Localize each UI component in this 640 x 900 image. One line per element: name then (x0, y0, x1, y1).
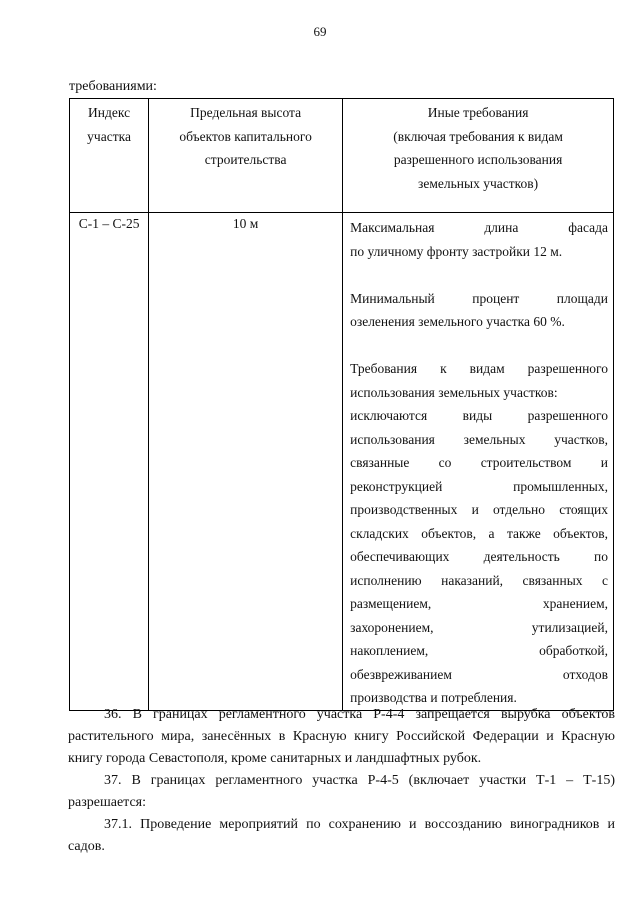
requirement-line: захоронением, утилизацией, (350, 619, 608, 635)
requirement-line: озеленения земельного участка 60 %. (350, 314, 565, 329)
header-other (343, 99, 614, 213)
header-height (149, 99, 343, 213)
header-other-line: Иные требования (427, 105, 529, 120)
requirement-line: Минимальный процент площади (350, 290, 608, 306)
requirement-line: накоплением, обработкой, (350, 643, 608, 658)
requirement-line: связанные со строительством и (350, 455, 608, 470)
page-number: 69 (313, 24, 327, 39)
requirement-line: производства и потребления. (350, 690, 517, 705)
requirement-line: по уличному фронту застройки 12 м. (350, 243, 563, 259)
requirement-line: размещением, хранением, (350, 596, 608, 611)
requirement-usage (350, 357, 608, 710)
cell-index: С-1 – С-25 (70, 213, 149, 711)
intro-text: требованиями: (69, 79, 157, 94)
table-header-row (70, 99, 614, 213)
requirement-line: Требования к видам разрешенного (350, 361, 608, 376)
header-index (70, 99, 149, 213)
requirement-line: складских объектов, а также объектов, (350, 525, 608, 541)
cell-height: 10 м (149, 213, 343, 711)
requirements-table (69, 98, 614, 711)
header-other-line: земельных участков) (418, 175, 539, 191)
requirement-line: реконструкцией промышленных, (350, 478, 608, 494)
paragraph-37-1: 37.1. Проведение мероприятий по сохранению и воссозданию виноградников и садов. (68, 817, 615, 854)
paragraph-36: 36. В границах регламентного участка Р-4-4 запрещается вырубка объектов растительного мира, занесённых в Красную книгу Российской Федерации и Красную книгу города Севастополя, кроме санитарных и ландшафтных рубок. (68, 707, 615, 766)
requirement-greenery (350, 287, 608, 334)
header-other-line: разрешенного использования (393, 152, 563, 167)
requirement-facade (350, 216, 608, 263)
requirement-line: обеспечивающих деятельность по (350, 549, 608, 564)
requirement-line: производственных и отдельно стоящих (350, 502, 608, 517)
header-height-line: объектов капитального (179, 128, 312, 144)
header-index-line: Индекс (88, 105, 131, 120)
header-other-line: (включая требования к видам (393, 128, 563, 144)
table-row (70, 213, 614, 711)
header-index-line: участка (87, 128, 131, 144)
requirement-line: использования земельных участков, (350, 431, 608, 447)
cell-other-requirements (343, 213, 614, 711)
requirement-line: исполнению наказаний, связанных с (350, 572, 608, 588)
document-body (68, 704, 615, 858)
requirement-line: использования земельных участков: (350, 384, 558, 400)
requirement-line: исключаются виды разрешенного (350, 408, 608, 423)
requirement-line: Максимальная длина фасада (350, 220, 608, 235)
paragraph-37: 37. В границах регламентного участка Р-4-5 (включает участки Т-1 – Т-15) разрешается: (68, 773, 615, 810)
header-height-line: Предельная высота (190, 105, 302, 120)
header-height-line: строительства (204, 152, 287, 167)
requirement-line: обезвреживанием отходов (350, 666, 608, 682)
